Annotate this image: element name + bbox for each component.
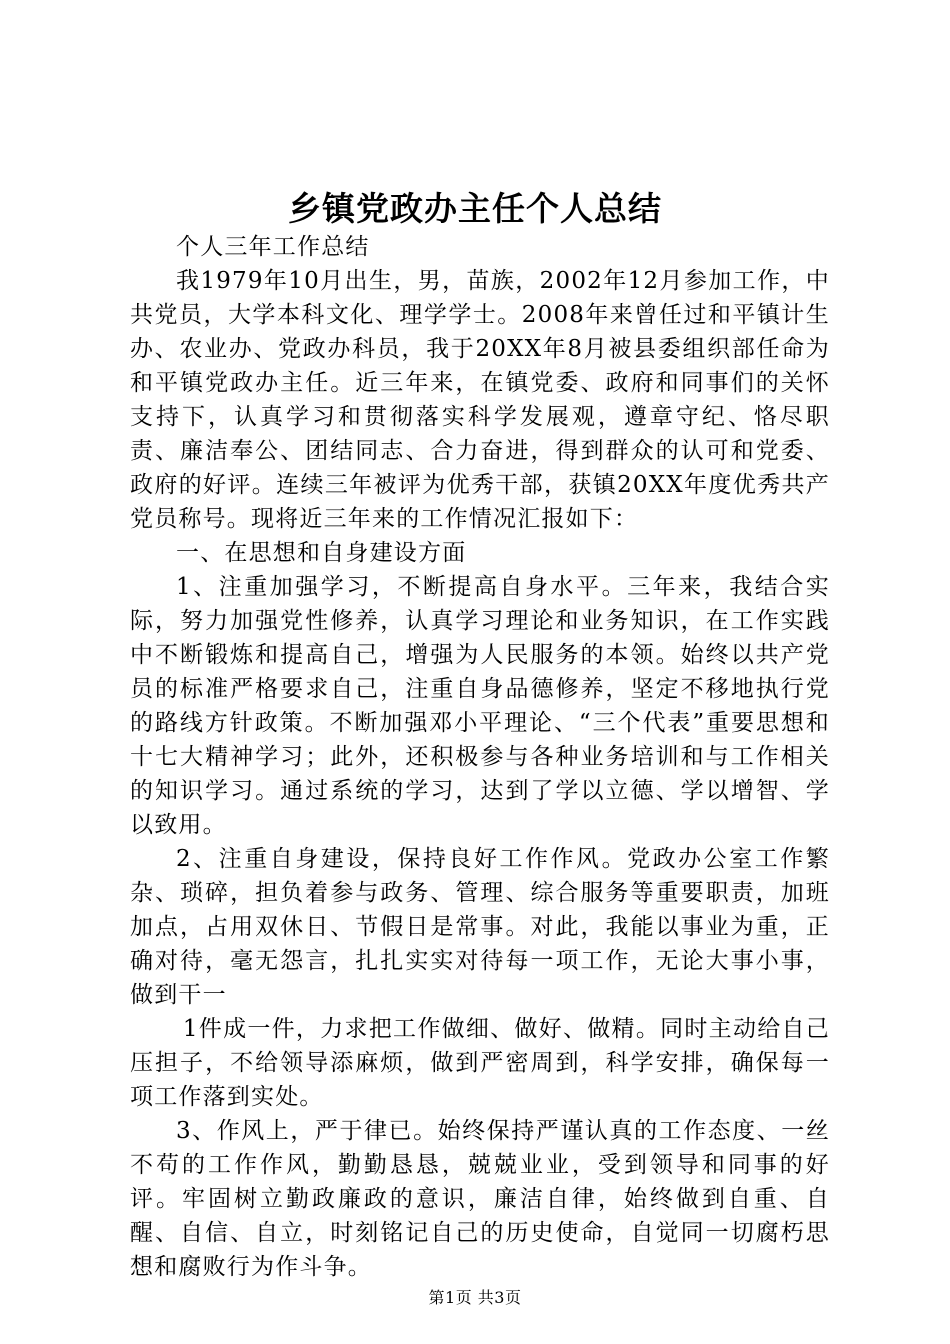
page-number-footer: 第1页 共3页 xyxy=(428,1288,522,1307)
paragraph-subtitle: 个人三年工作总结 xyxy=(176,234,370,260)
document-title: 乡镇党政办主任个人总结 xyxy=(288,189,662,228)
section-heading-ideology: 一、在思想和自身建设方面 xyxy=(176,540,467,566)
paragraph-item-2-self-building: 2、注重自身建设，保持良好工作作风。党政办公室工作繁杂、琐碎，担负着参与政务、管理、综合服务等重要职责，加班加点，占用双休日、节假日是常事。对此，我能以事业为重，正确对待，毫无怨言，扎扎实实对待每一项工作，无论大事小事，做到干一 xyxy=(130,846,830,1008)
paragraph-item-1-study: 1、注重加强学习，不断提高自身水平。三年来，我结合实际，努力加强党性修养，认真学习理论和业务知识，在工作实践中不断锻炼和提高自己，增强为人民服务的本领。始终以共产党员的标准严格要求自己，注重自身品德修养，坚定不移地执行党的路线方针政策。不断加强邓小平理论、“三个代表”重要思想和十七大精神学习；此外，还积极参与各种业务培训和与工作相关的知识学习。通过系统的学习，达到了学以立德、学以增智、学以致用。 xyxy=(130,574,830,838)
document-body xyxy=(130,230,830,1284)
paragraph-introduction: 我1979年10月出生，男，苗族，2002年12月参加工作，中共党员，大学本科文化、理学学士。2008年来曾任过和平镇计生办、农业办、党政办科员，我于20XX年8月被县委组织部任命为和平镇党政办主任。近三年来，在镇党委、政府和同事们的关怀支持下，认真学习和贯彻落实科学发展观，遵章守纪、恪尽职责、廉洁奉公、团结同志、合力奋进，得到群众的认可和党委、政府的好评。连续三年被评为优秀干部，获镇20XX年度优秀共产党员称号。现将近三年来的工作情况汇报如下： xyxy=(130,268,830,532)
paragraph-item-2-continued: 1件成一件，力求把工作做细、做好、做精。同时主动给自己压担子，不给领导添麻烦，做到严密周到，科学安排，确保每一项工作落到实处。 xyxy=(130,1016,830,1110)
paragraph-item-3-work-style: 3、作风上，严于律已。始终保持严谨认真的工作态度、一丝不苟的工作作风，勤勤恳恳，兢兢业业，受到领导和同事的好评。牢固树立勤政廉政的意识，廉洁自律，始终做到自重、自醒、自信、自立，时刻铭记自己的历史使命，自觉同一切腐朽思想和腐败行为作斗争。 xyxy=(130,1118,830,1280)
